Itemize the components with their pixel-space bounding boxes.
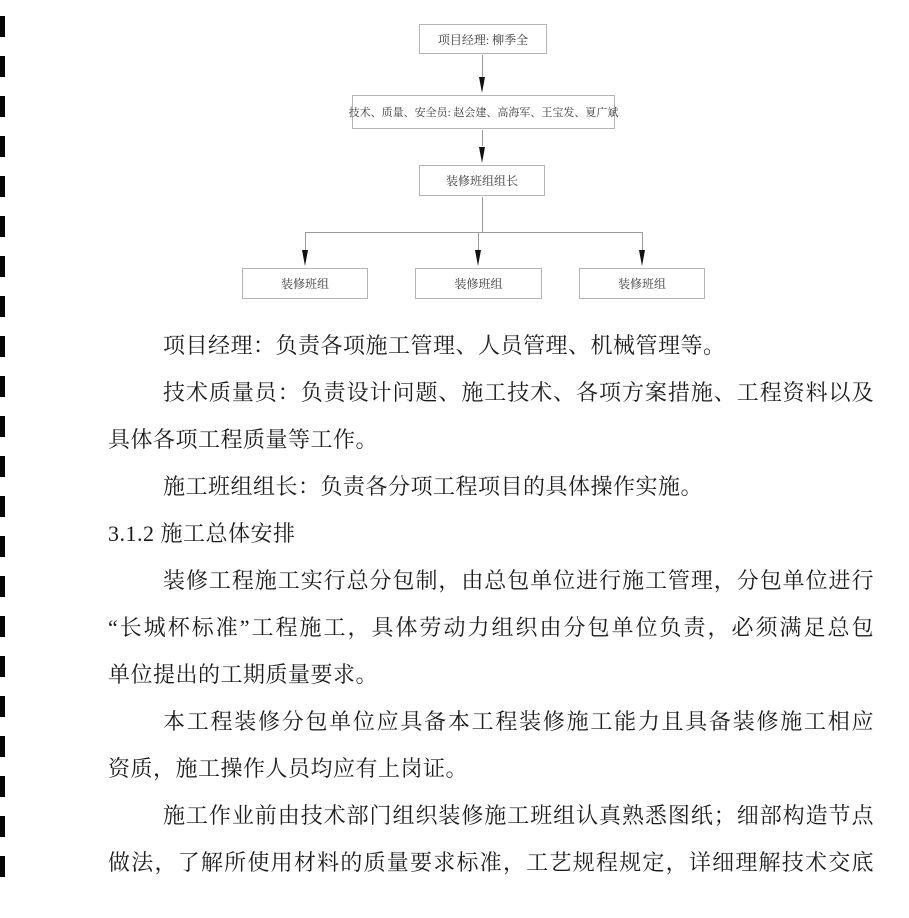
- connector-line: [482, 55, 483, 77]
- connector-line: [482, 197, 483, 233]
- org-chart-node-tech-quality-safety: [348, 95, 619, 129]
- doc-line: 技术质量员：负责设计问题、施工技术、各项方案措施、工程资料以及: [163, 380, 874, 405]
- org-chart-node-decoration-team-leader: [419, 165, 545, 196]
- arrow-down-icon: [479, 147, 485, 163]
- org-chart-node-label: 技术、质量、安全员: 赵会建、高海军、王宝发、夏广斌: [348, 107, 619, 119]
- arrow-down-icon: [302, 250, 308, 266]
- section-heading: 3.1.2 施工总体安排: [108, 521, 296, 546]
- org-chart-node-label: 装修班组组长: [445, 174, 518, 188]
- org-chart-node-project-manager: [419, 24, 547, 54]
- org-chart-node-label: 装修班组: [617, 277, 666, 291]
- doc-line: 单位提出的工期质量要求。: [108, 662, 379, 687]
- org-chart-node-decoration-team-2: [415, 268, 542, 299]
- org-chart-node-decoration-team-3: [579, 268, 705, 299]
- scan-edge-marks: [0, 16, 5, 878]
- org-chart-node-decoration-team-1: [242, 268, 368, 299]
- doc-line: 项目经理：负责各项施工管理、人员管理、机械管理等。: [163, 333, 726, 358]
- arrow-down-icon: [479, 77, 485, 93]
- document-body: [108, 322, 874, 886]
- doc-line: 本工程装修分包单位应具备本工程装修施工能力且具备装修施工相应: [163, 709, 874, 734]
- doc-line: “长城杯标准”工程施工，具体劳动力组织由分包单位负责，必须满足总包: [108, 615, 874, 640]
- connector-line: [305, 233, 306, 250]
- connector-line: [642, 233, 643, 250]
- doc-line: 做法，了解所使用材料的质量要求标准，工艺规程规定，详细理解技术交底: [108, 850, 874, 875]
- arrow-down-icon: [475, 250, 481, 266]
- arrow-down-icon: [639, 250, 645, 266]
- doc-line: 施工作业前由技术部门组织装修施工班组认真熟悉图纸；细部构造节点: [163, 803, 874, 828]
- doc-line: 资质，施工操作人员均应有上岗证。: [108, 756, 469, 781]
- org-chart-node-label: 项目经理: 柳季全: [437, 32, 529, 47]
- connector-line: [478, 233, 479, 250]
- connector-line: [482, 130, 483, 146]
- org-chart-node-label: 装修班组: [280, 277, 329, 291]
- doc-line: 具体各项工程质量等工作。: [108, 427, 379, 452]
- doc-line: 施工班组组长：负责各分项工程项目的具体操作实施。: [163, 474, 704, 499]
- org-chart-node-label: 装修班组: [454, 277, 503, 291]
- connector-line: [305, 232, 643, 233]
- doc-line: 装修工程施工实行总分包制，由总包单位进行施工管理，分包单位进行: [163, 568, 874, 593]
